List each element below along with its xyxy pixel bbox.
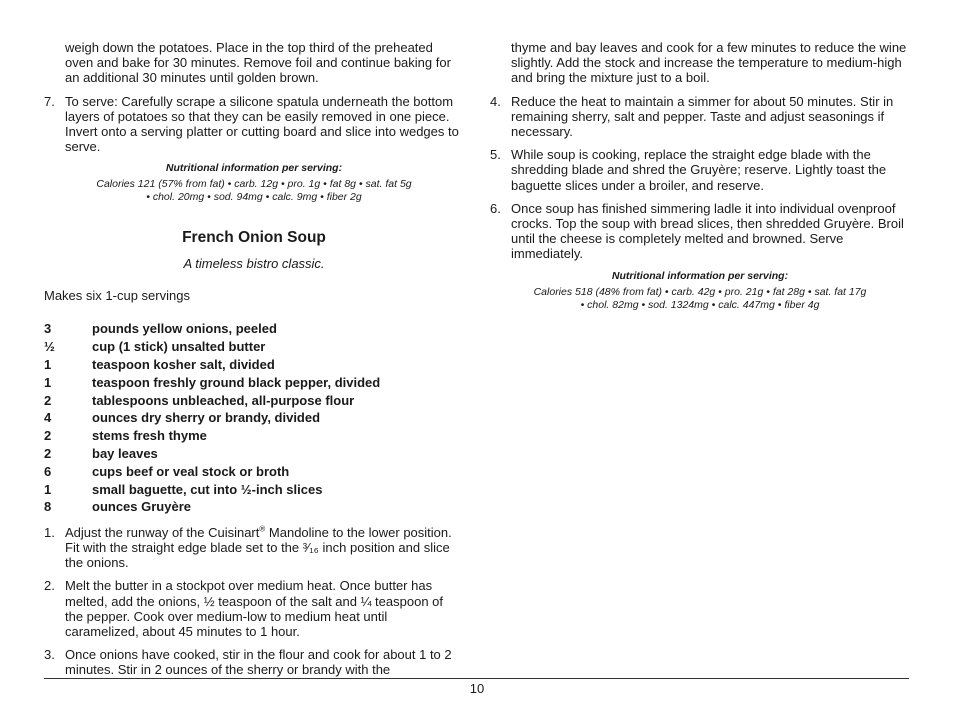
left-column <box>44 40 464 686</box>
ingredient-qty: 1 <box>44 374 52 390</box>
ingredient-item: ounces dry sherry or brandy, divided <box>92 410 321 426</box>
ingredient-qty: 2 <box>44 392 52 408</box>
nutrition-title: Nutritional information per serving: <box>165 162 343 175</box>
ingredient-item: bay leaves <box>92 445 158 461</box>
recipe-title: French Onion Soup <box>182 229 326 247</box>
step-5 <box>490 147 910 193</box>
ingredient-item: small baguette, cut into ½-inch slices <box>92 481 323 497</box>
ingredient-row <box>44 427 464 445</box>
ingredient-qty: 2 <box>44 428 52 444</box>
ingredient-item: pounds yellow onions, peeled <box>92 321 277 337</box>
servings-text: Makes six 1-cup servings <box>44 287 190 303</box>
ingredient-qty: 3 <box>44 321 52 337</box>
step-text: While soup is cooking, replace the straight edge blade with the shredding blade and shred the Gruyère; reserve. Lightly toast the baguette slices under a broiler, and reserve. <box>511 147 887 193</box>
ingredient-qty: 1 <box>44 356 52 372</box>
nutrition-line-1: Calories 518 (48% from fat) • carb. 42g • pro. 21g • fat 28g • sat. fat 17g <box>533 285 867 298</box>
ingredient-item: stems fresh thyme <box>92 428 207 444</box>
ingredient-qty: 6 <box>44 463 52 479</box>
step-text: To serve: Carefully scrape a silicone spatula underneath the bottom layers of potatoes so that they can be easily removed in one piece. Invert onto a serving platter or cutting board and slice into wedges to serve. <box>65 93 459 155</box>
ingredient-row <box>44 391 464 409</box>
step-number: 7. <box>44 93 55 109</box>
step-1 <box>44 525 464 571</box>
step-text-part: inch position and slice the onions. <box>65 540 450 571</box>
ingredient-item: ounces Gruyère <box>92 499 191 515</box>
continuation-text: thyme and bay leaves and cook for a few minutes to reduce the wine slightly. Add the stock and increase the temperature to medium-high and bring the mixture just to a boil. <box>511 40 907 86</box>
ingredient-row <box>44 356 464 374</box>
step-number: 2. <box>44 578 55 594</box>
ingredient-item: cup (1 stick) unsalted butter <box>92 339 266 355</box>
step-text: Melt the butter in a stockpot over medium heat. Once butter has melted, add the onions, ½ teaspoon of the salt and ¼ teaspoon of the pepper. Cook over medium-low to medium heat until caramelized, about 45 minutes to 1 hour. <box>65 578 443 640</box>
ingredient-row <box>44 480 464 498</box>
ingredient-qty: 4 <box>44 410 52 426</box>
step-number: 3. <box>44 647 55 663</box>
step-number: 4. <box>490 93 501 109</box>
ingredient-qty: 2 <box>44 445 52 461</box>
step-4 <box>490 94 910 140</box>
ingredient-item: tablespoons unbleached, all-purpose flour <box>92 392 355 408</box>
ingredient-qty: ½ <box>44 339 55 355</box>
ingredient-row <box>44 373 464 391</box>
ingredient-item: teaspoon kosher salt, divided <box>92 356 275 372</box>
recipe-subtitle: A timeless bistro classic. <box>183 255 325 271</box>
nutrition-line-2: • chol. 82mg • sod. 1324mg • calc. 447mg • fiber 4g <box>580 298 820 311</box>
step-number: 6. <box>490 200 501 216</box>
step-3 <box>44 647 464 677</box>
ingredient-row <box>44 320 464 338</box>
step-text-part: Adjust the runway of the Cuisinart <box>65 524 260 540</box>
ingredient-item: teaspoon freshly ground black pepper, divided <box>92 374 381 390</box>
registered-mark: ® <box>259 524 266 534</box>
step-number: 5. <box>490 147 501 163</box>
page-number: 10 <box>469 681 485 696</box>
nutrition-line-2: • chol. 20mg • sod. 94mg • calc. 9mg • fiber 2g <box>146 191 362 204</box>
ingredient-row <box>44 409 464 427</box>
ingredient-qty: 8 <box>44 499 52 515</box>
ingredient-row <box>44 462 464 480</box>
step-text: Reduce the heat to maintain a simmer for about 50 minutes. Stir in remaining sherry, salt and pepper. Taste and adjust seasonings if necessary. <box>511 93 894 140</box>
footer-rule <box>44 678 909 679</box>
ingredient-row <box>44 498 464 516</box>
nutrition-line-1: Calories 121 (57% from fat) • carb. 12g • pro. 1g • fat 8g • sat. fat 5g <box>96 178 412 191</box>
nutrition-info <box>490 270 910 312</box>
step-text: Once soup has finished simmering ladle it into individual ovenproof crocks. Top the soup with bread slices, then shredded Gruyère. Broil until the cheese is completely melted and browned. Serve immediately. <box>511 200 904 262</box>
step-6 <box>490 201 910 262</box>
step-text <box>65 525 464 571</box>
ingredient-list <box>44 320 464 516</box>
step-number: 1. <box>44 524 55 540</box>
ingredient-item: cups beef or veal stock or broth <box>92 463 290 479</box>
step-text-part: Mandoline to the lower position. Fit with the straight edge blade set to the <box>65 524 452 555</box>
step-2 <box>44 578 464 639</box>
fraction: ³⁄₁₆ <box>302 540 319 555</box>
continuation-text: weigh down the potatoes. Place in the top third of the preheated oven and bake for 30 minutes. Remove foil and continue baking for an additional 30 minutes until golden brown. <box>65 40 451 86</box>
nutrition-info <box>44 162 464 204</box>
ingredient-row <box>44 445 464 463</box>
nutrition-title: Nutritional information per serving: <box>611 269 789 282</box>
ingredient-qty: 1 <box>44 481 52 497</box>
right-column <box>490 40 910 320</box>
ingredient-row <box>44 338 464 356</box>
step-text: Once onions have cooked, stir in the flour and cook for about 1 to 2 minutes. Stir in 2 ounces of the sherry or brandy with the <box>65 647 452 678</box>
step-7 <box>44 94 464 155</box>
